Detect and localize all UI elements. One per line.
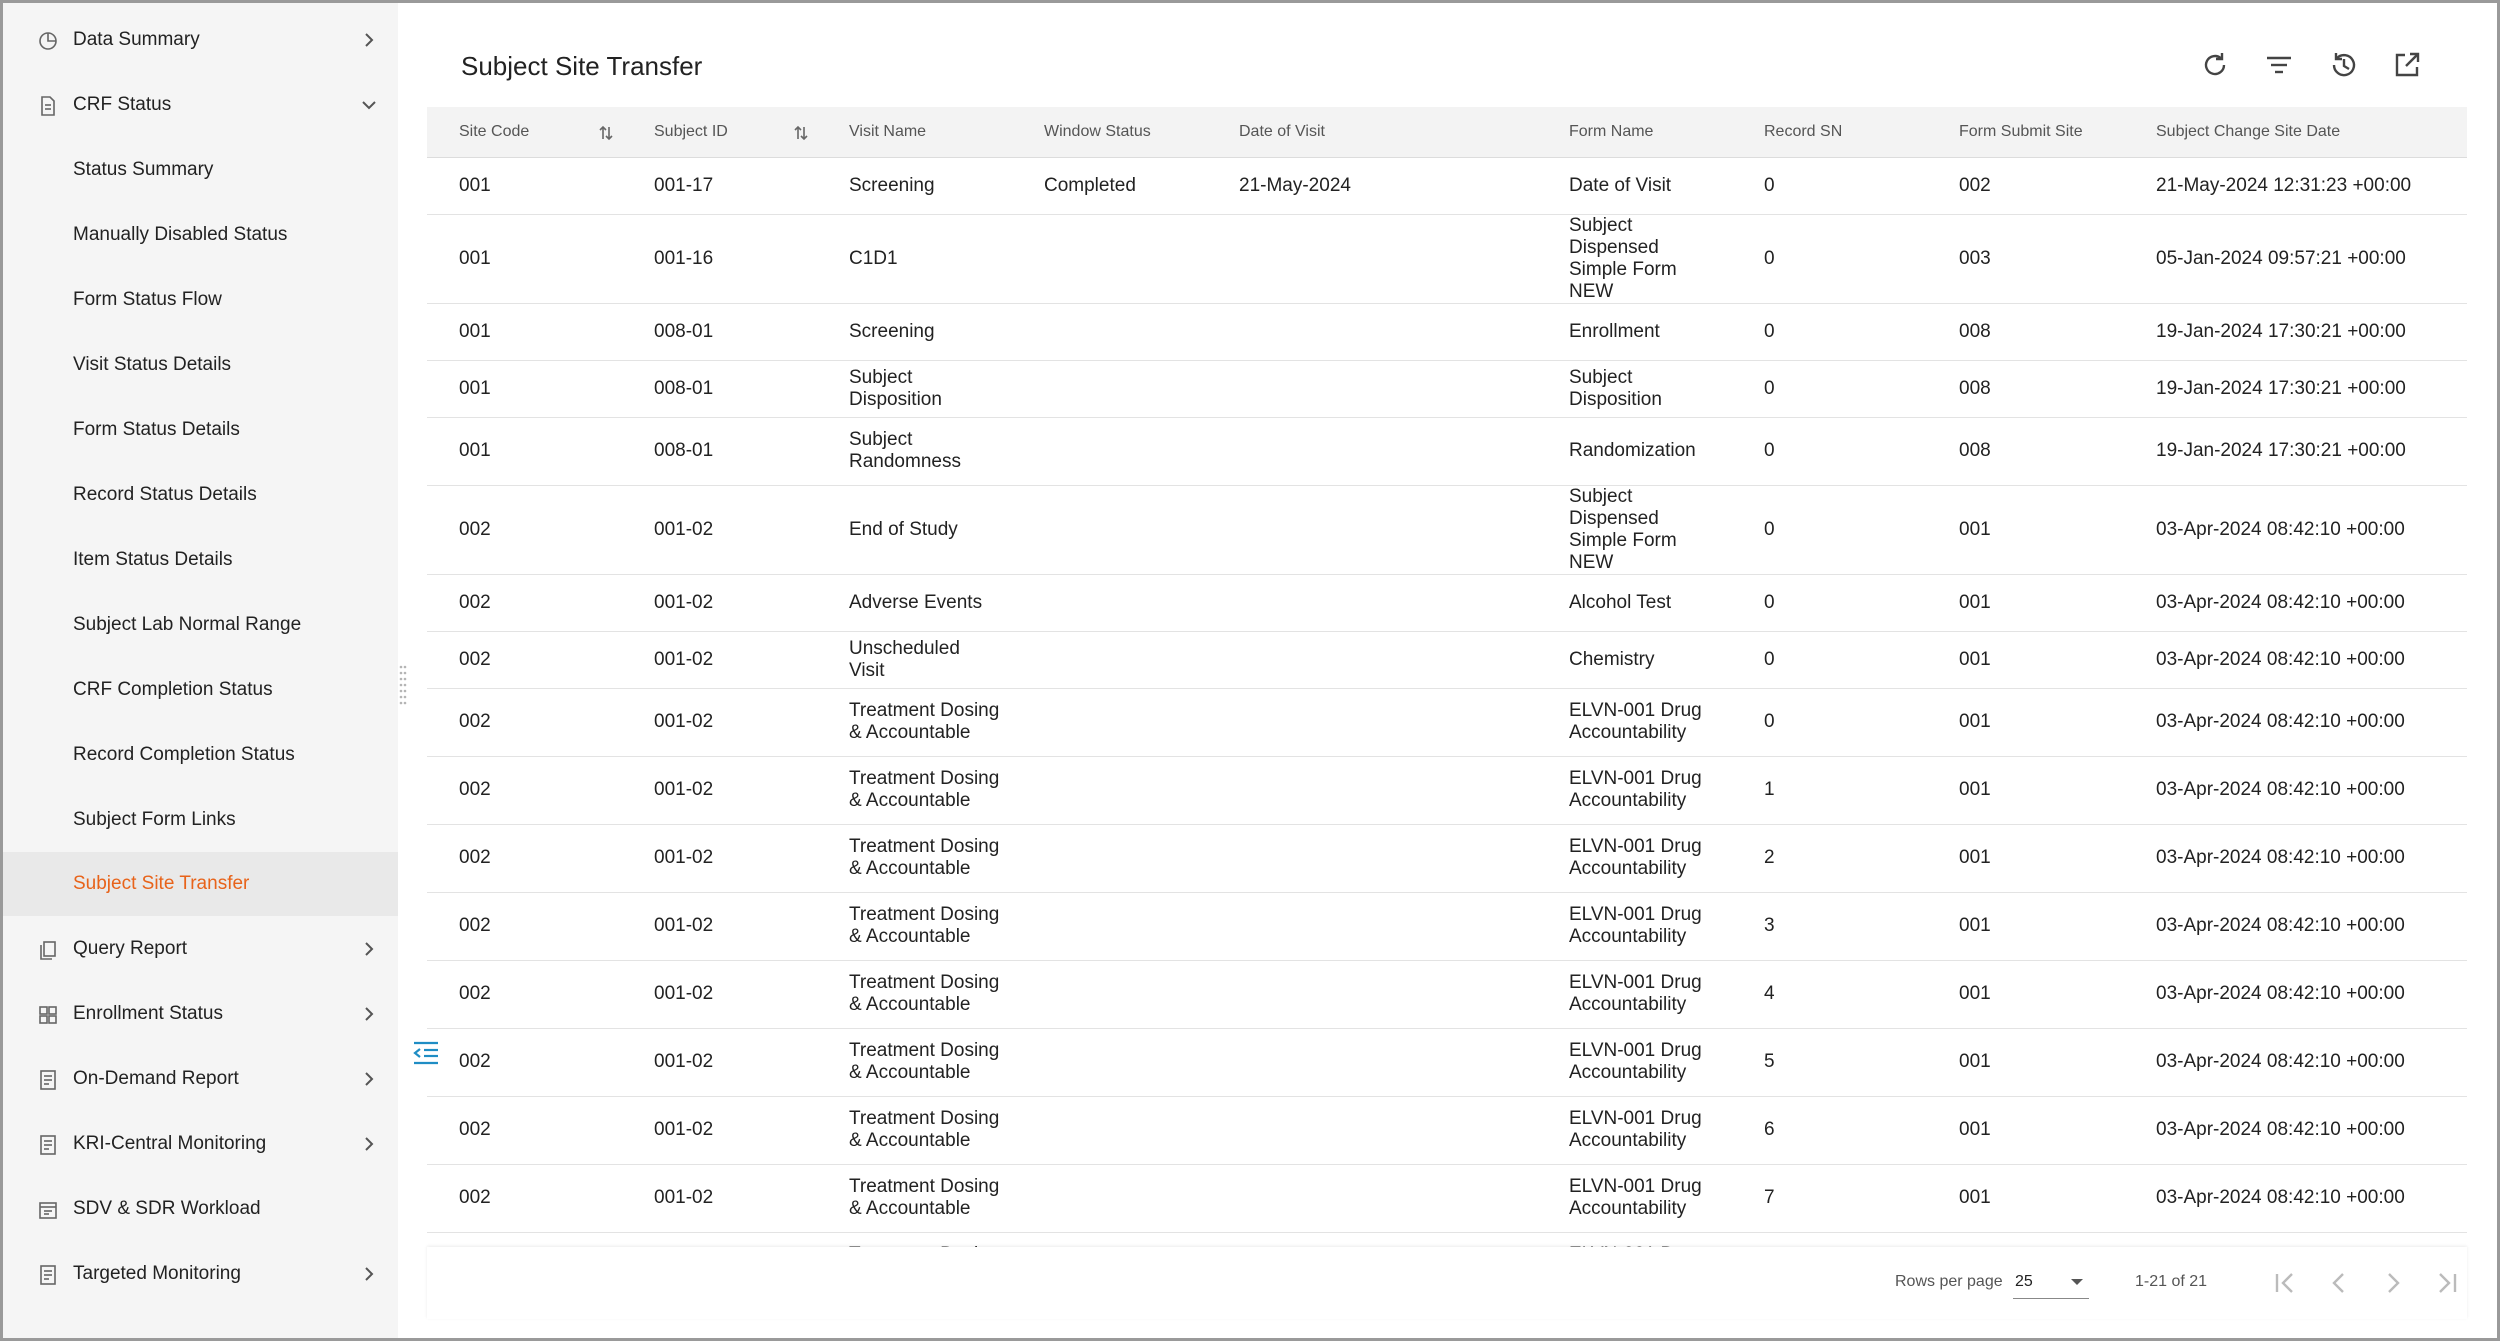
table-cell: 002 [1927,157,2124,214]
table-cell [1207,688,1537,756]
table-cell: 03-Apr-2024 08:42:10 +00:00 [2124,631,2467,688]
sidebar-item-visit-status-details[interactable] [3,333,398,397]
table-row[interactable] [427,214,2467,303]
table-cell [1207,960,1537,1028]
sidebar-item-item-status-details[interactable] [3,528,398,592]
table-cell: 03-Apr-2024 08:42:10 +00:00 [2124,485,2467,574]
sidebar-item-label: On-Demand Report [73,1068,239,1089]
table-cell [1207,824,1537,892]
column-header-subject-change-site-date[interactable] [2124,107,2467,157]
table-cell: 002 [427,485,622,574]
table-cell [1012,485,1207,574]
table-cell: 001-02 [622,960,817,1028]
table-cell: 03-Apr-2024 08:42:10 +00:00 [2124,756,2467,824]
table-cell: 001 [1927,960,2124,1028]
sidebar-item-label: Visit Status Details [73,354,232,375]
column-header-label: Window Status [1044,122,1151,140]
table-cell: Treatment Dosing & Accountable [817,960,1012,1028]
column-header-label: Form Submit Site [1959,122,2083,140]
table-cell: 03-Apr-2024 08:42:10 +00:00 [2124,960,2467,1028]
table-cell: ELVN-001 Drug Accountability [1537,824,1732,892]
rows-per-page-label: Rows per page [1895,1273,2003,1290]
sidebar-item-label: Subject Site Transfer [73,873,250,894]
subject-site-transfer-table [427,107,2467,1301]
sidebar-item-on-demand-report[interactable] [3,1047,398,1111]
table-cell [1012,892,1207,960]
table-cell: 001 [1927,631,2124,688]
table-cell [1012,417,1207,485]
table-row[interactable] [427,1164,2467,1232]
rows-per-page-select[interactable] [2013,1265,2089,1299]
table-cell: 008 [1927,360,2124,417]
table-cell: 001 [427,157,622,214]
table-row[interactable] [427,688,2467,756]
chevron-right-icon [359,30,379,50]
sort-icon[interactable] [598,124,614,142]
table-cell [1207,574,1537,631]
table-cell: Treatment Dosing & Accountable [817,1164,1012,1232]
report-icon [37,1069,59,1091]
table-cell: Treatment Dosing & Accountable [817,892,1012,960]
table-cell [1012,960,1207,1028]
column-header-record-sn[interactable] [1732,107,1927,157]
table-cell: 001 [427,417,622,485]
table-cell: Randomization [1537,417,1732,485]
table-cell: 001 [1927,485,2124,574]
table-row[interactable] [427,960,2467,1028]
calendar-icon [37,1199,59,1221]
table-cell: 002 [427,824,622,892]
table-cell: C1D1 [817,214,1012,303]
table-cell: 001-02 [622,631,817,688]
table-cell: 05-Jan-2024 09:57:21 +00:00 [2124,214,2467,303]
sidebar-item-label: Form Status Flow [73,289,222,310]
table-cell: 001 [1927,1028,2124,1096]
sidebar-item-label: Status Summary [73,159,214,180]
table-cell: 03-Apr-2024 08:42:10 +00:00 [2124,1096,2467,1164]
table-cell: 001-17 [622,157,817,214]
table-cell: 008 [1927,417,2124,485]
chevron-right-icon [359,1069,379,1089]
table-cell: ELVN-001 Drug Accountability [1537,1164,1732,1232]
table-cell: 002 [427,574,622,631]
sidebar-item-label: Manually Disabled Status [73,224,288,245]
table-cell: 001-02 [622,1164,817,1232]
table-cell [1207,485,1537,574]
table-cell [1012,1164,1207,1232]
table-cell: 008-01 [622,303,817,360]
table-cell: 1 [1732,756,1927,824]
column-header-visit-name[interactable] [817,107,1012,157]
sidebar-item-label: KRI-Central Monitoring [73,1133,267,1154]
sidebar-item-label: Data Summary [73,29,200,50]
table-cell: Treatment Dosing & Accountable [817,1096,1012,1164]
table-cell: 001-02 [622,688,817,756]
table-row[interactable] [427,824,2467,892]
table-cell: 001-02 [622,1028,817,1096]
sidebar-item-label: SDV & SDR Workload [73,1198,261,1219]
table-cell: 19-Jan-2024 17:30:21 +00:00 [2124,360,2467,417]
sidebar-item-crf-completion-status[interactable] [3,658,398,722]
table-cell [1012,303,1207,360]
pie-chart-icon [37,30,59,52]
table-cell [1012,756,1207,824]
table-cell [1012,631,1207,688]
table-cell: 19-Jan-2024 17:30:21 +00:00 [2124,417,2467,485]
table-row[interactable] [427,157,2467,214]
sidebar-item-label: Enrollment Status [73,1003,223,1024]
sidebar-item-label: CRF Status [73,94,172,115]
table-cell: Treatment Dosing & Accountable [817,756,1012,824]
drag-handle-icon[interactable] [399,663,407,707]
sidebar-item-sdv-sdr-workload[interactable] [3,1177,398,1241]
table-cell [1012,1096,1207,1164]
table-row[interactable] [427,631,2467,688]
table-cell [1012,574,1207,631]
table-cell: 002 [427,1164,622,1232]
table-cell: Subject Dispensed Simple Form NEW [1537,485,1732,574]
table-cell: ELVN-001 Drug Accountability [1537,1028,1732,1096]
table-cell: 19-Jan-2024 17:30:21 +00:00 [2124,303,2467,360]
column-header-label: Date of Visit [1239,122,1325,140]
document-icon [37,95,59,117]
table-cell: 001-02 [622,574,817,631]
table-cell: 0 [1732,360,1927,417]
sidebar-item-enrollment-status[interactable] [3,982,398,1046]
sidebar-item-manually-disabled-status[interactable] [3,203,398,267]
table-cell [1207,631,1537,688]
sidebar-item-label: Subject Form Links [73,809,236,830]
sidebar-item-record-completion-status[interactable] [3,723,398,787]
sidebar-item-subject-lab-normal-range[interactable] [3,593,398,657]
table-cell: 001-02 [622,892,817,960]
table-cell: 001 [1927,756,2124,824]
table-cell: Screening [817,303,1012,360]
table-cell: Treatment Dosing & Accountable [817,824,1012,892]
sort-icon[interactable] [793,124,809,142]
table-cell: Treatment Dosing & Accountable [817,1028,1012,1096]
table-cell: 03-Apr-2024 08:42:10 +00:00 [2124,892,2467,960]
sidebar [3,3,398,1338]
table-row[interactable] [427,485,2467,574]
table-cell: 03-Apr-2024 08:42:10 +00:00 [2124,688,2467,756]
table-cell: Date of Visit [1537,157,1732,214]
table-cell: End of Study [817,485,1012,574]
table-cell: ELVN-001 Drug Accountability [1537,1096,1732,1164]
table-cell: ELVN-001 Drug Accountability [1537,688,1732,756]
table-row[interactable] [427,417,2467,485]
table-cell: ELVN-001 Drug Accountability [1537,892,1732,960]
table-cell: 001 [427,214,622,303]
table-cell: 0 [1732,214,1927,303]
table-cell: Completed [1012,157,1207,214]
table-cell: 001-02 [622,485,817,574]
table-cell [1012,1028,1207,1096]
last-page-icon[interactable] [2429,1265,2465,1301]
table-cell: 001 [427,360,622,417]
report-icon [37,1134,59,1156]
table-cell: 001 [1927,1096,2124,1164]
filter-icon[interactable] [2261,47,2297,83]
table-cell: 001-02 [622,756,817,824]
table-cell: 001 [1927,688,2124,756]
table-cell [1207,417,1537,485]
table-cell: Chemistry [1537,631,1732,688]
table-cell: 4 [1732,960,1927,1028]
table-cell [1012,688,1207,756]
table-row[interactable] [427,756,2467,824]
refresh-icon[interactable] [2197,47,2233,83]
sidebar-item-label: CRF Completion Status [73,679,273,700]
table-cell: 008-01 [622,417,817,485]
table-cell: 21-May-2024 [1207,157,1537,214]
table-cell: 2 [1732,824,1927,892]
table-row[interactable] [427,303,2467,360]
table-cell: Screening [817,157,1012,214]
table-cell [1207,1096,1537,1164]
sidebar-item-label: Record Completion Status [73,744,295,765]
rows-per-page-value: 25 [2015,1273,2033,1290]
table-cell: 002 [427,960,622,1028]
table-cell: 0 [1732,631,1927,688]
next-page-icon[interactable] [2375,1265,2411,1301]
table-cell [1207,1164,1537,1232]
pagination-bar [427,1247,2467,1319]
column-header-label: Form Name [1569,122,1654,140]
column-header-label: Record SN [1764,122,1843,140]
table-cell: 03-Apr-2024 08:42:10 +00:00 [2124,574,2467,631]
table-cell: Alcohol Test [1537,574,1732,631]
sidebar-item-form-status-details[interactable] [3,398,398,462]
table-cell: Treatment Dosing & Accountable [817,688,1012,756]
previous-page-icon[interactable] [2321,1265,2357,1301]
table-cell: 001 [1927,824,2124,892]
sidebar-item-query-report[interactable] [3,917,398,981]
table-cell: 0 [1732,157,1927,214]
sidebar-item-form-status-flow[interactable] [3,268,398,332]
table-cell: Enrollment [1537,303,1732,360]
table-header-row [427,107,2467,157]
table-cell: Unscheduled Visit [817,631,1012,688]
table-cell: Subject Dispensed Simple Form NEW [1537,214,1732,303]
table-cell [1207,756,1537,824]
table-cell: 002 [427,688,622,756]
table-cell: Subject Disposition [817,360,1012,417]
sidebar-item-label: Record Status Details [73,484,257,505]
table-cell: 001 [427,303,622,360]
sidebar-item-status-summary[interactable] [3,138,398,202]
table-cell: 03-Apr-2024 08:42:10 +00:00 [2124,824,2467,892]
sidebar-item-subject-site-transfer[interactable] [3,852,398,916]
table-cell: 001 [1927,1164,2124,1232]
main-content [427,3,2467,1338]
table-cell [1207,360,1537,417]
table-cell: 001-02 [622,1096,817,1164]
table-cell: 003 [1927,214,2124,303]
report-icon [37,1264,59,1286]
table-cell [1207,214,1537,303]
table-cell: 001-02 [622,824,817,892]
clipboard-icon [37,939,59,961]
column-header-label: Visit Name [849,122,927,140]
table-cell: Subject Disposition [1537,360,1732,417]
table-cell: 002 [427,1028,622,1096]
table-cell [1012,360,1207,417]
history-icon[interactable] [2325,47,2361,83]
table-cell: Adverse Events [817,574,1012,631]
sidebar-item-data-summary[interactable] [3,8,398,72]
table-cell: 0 [1732,688,1927,756]
table-cell: 002 [427,631,622,688]
sidebar-item-label: Targeted Monitoring [73,1263,241,1284]
table-cell: 5 [1732,1028,1927,1096]
table-row[interactable] [427,892,2467,960]
table-cell: 008 [1927,303,2124,360]
first-page-icon[interactable] [2267,1265,2303,1301]
table-row[interactable] [427,1028,2467,1096]
table-row[interactable] [427,574,2467,631]
table-cell: 001 [1927,574,2124,631]
table-cell: 001-16 [622,214,817,303]
table-cell: 3 [1732,892,1927,960]
grid-icon [37,1004,59,1026]
page-range: 1-21 of 21 [2135,1273,2208,1290]
table-row[interactable] [427,1096,2467,1164]
table-cell: 6 [1732,1096,1927,1164]
table-cell [1207,303,1537,360]
sidebar-item-label: Query Report [73,938,188,959]
column-header-label: Site Code [459,122,530,140]
column-header-form-name[interactable] [1537,107,1732,157]
table-cell: 008-01 [622,360,817,417]
table-cell [1207,892,1537,960]
column-header-label: Subject ID [654,122,728,140]
chevron-down-icon [359,95,379,115]
sidebar-item-label: Form Status Details [73,419,240,440]
table-cell: 0 [1732,417,1927,485]
column-header-form-submit-site[interactable] [1927,107,2124,157]
data-table-container[interactable] [427,107,2467,1247]
sidebar-item-kri-central-monitoring[interactable] [3,1112,398,1176]
table-cell: 0 [1732,303,1927,360]
table-cell: 0 [1732,485,1927,574]
chevron-right-icon [359,1134,379,1154]
table-cell [1012,214,1207,303]
sidebar-item-label: Subject Lab Normal Range [73,614,302,635]
table-cell: 002 [427,892,622,960]
chevron-right-icon [359,939,379,959]
column-header-subject-id[interactable] [622,107,817,157]
sidebar-item-crf-status[interactable] [3,73,398,137]
sidebar-item-record-status-details[interactable] [3,463,398,527]
table-cell: ELVN-001 Drug Accountability [1537,960,1732,1028]
table-row[interactable] [427,360,2467,417]
table-cell: ELVN-001 Drug Accountability [1537,756,1732,824]
column-header-date-of-visit[interactable] [1207,107,1537,157]
table-cell: 002 [427,756,622,824]
table-cell [1012,824,1207,892]
column-header-window-status[interactable] [1012,107,1207,157]
chevron-right-icon [359,1264,379,1284]
table-cell: 03-Apr-2024 08:42:10 +00:00 [2124,1164,2467,1232]
table-cell: Subject Randomness [817,417,1012,485]
sidebar-item-subject-form-links[interactable] [3,788,398,852]
column-header-site-code[interactable] [427,107,622,157]
open-external-icon[interactable] [2389,47,2425,83]
sidebar-item-label: Item Status Details [73,549,233,570]
table-cell: 03-Apr-2024 08:42:10 +00:00 [2124,1028,2467,1096]
table-cell: 001 [1927,892,2124,960]
table-cell: 002 [427,1096,622,1164]
table-cell: 0 [1732,574,1927,631]
table-cell: 7 [1732,1164,1927,1232]
page-title: Subject Site Transfer [461,51,703,81]
sidebar-item-targeted-monitoring[interactable] [3,1242,398,1306]
caret-down-icon [2071,1279,2083,1285]
table-cell: 21-May-2024 12:31:23 +00:00 [2124,157,2467,214]
column-header-label: Subject Change Site Date [2156,122,2341,140]
table-cell [1207,1028,1537,1096]
chevron-right-icon [359,1004,379,1024]
